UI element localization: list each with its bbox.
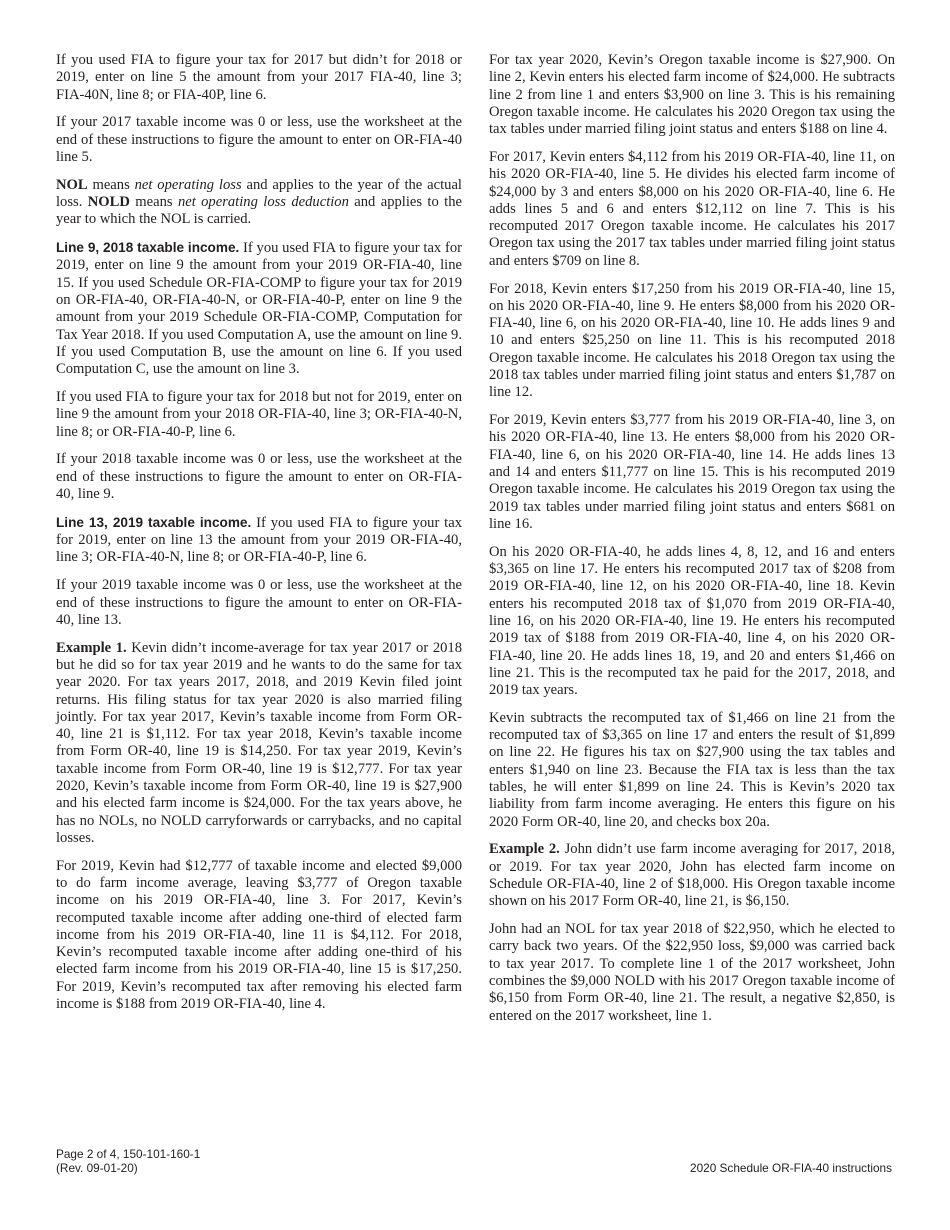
page-info: Page 2 of 4, 150-101-160-1 [56, 1147, 201, 1161]
nold-term: NOLD [87, 194, 130, 211]
paragraph-john-nol: John had an NOL for tax year 2018 of $22,950, which he elected to carry back two years. Of the $22,950 loss, $9,000 was carried back to tax year 2017. To complete line 1 of the 2017 worksheet, John combines the $9,000 NOLD with his 2017 Oregon taxable income of $6,150 from Form OR-40, line 21. The result, a negative $2,850, is entered on the 2017 worksheet, line 1. [489, 921, 895, 1024]
left-column [56, 52, 462, 1024]
line-9-heading: Line 9, 2018 taxable income. [56, 240, 240, 256]
paragraph-fia-2017: If you used FIA to figure your tax for 2017 but didn’t for 2018 or 2019, enter on line 5 the amount from your 2017 FIA-40, line 3; FIA-40N, line 8; or FIA-40P, line 6. [56, 52, 462, 103]
example-1-heading: Example 1. [56, 639, 127, 656]
paragraph-line-9: Line 9, 2018 taxable income. If you used FIA to figure your tax for 2019, enter on line 9 the amount from your 2019 OR-FIA-40, line 15. If you used Schedule OR-FIA-COMP to figure your tax for 2019 on OR-FIA-40, OR-FIA-40-N, or OR-FIA-40-P, enter on line 9 the amount from your 2019 Schedule OR-FIA-COMP, Computation for Tax Year 2018. If you used Computation A, use the amount on line 9. If you used Computation B, use the amount on line 6. If you used Computation C, use the amount on line 3. [56, 240, 462, 378]
paragraph-kevin-2017: For 2017, Kevin enters $4,112 from his 2019 OR-FIA-40, line 11, on his 2020 OR-FIA-40, line 5. He divides his elected farm income of $24,000 by 3 and enters $8,000 on his 2020 OR-FIA-40, line 6. He adds lines 5 and 6 and enters $12,112 on line 7. This is his recomputed 2017 Oregon taxable income. He calculates his 2017 Oregon tax using the 2017 tax tables under married filing joint status and enters $709 on line 8. [489, 148, 895, 269]
right-column [489, 52, 895, 1035]
revision-date: (Rev. 09-01-20) [56, 1161, 138, 1175]
line-13-heading: Line 13, 2019 taxable income. [56, 514, 252, 530]
nold-definition: net operating loss deduction [177, 194, 349, 211]
paragraph-example-2: Example 2. John didn’t use farm income averaging for 2017, 2018, or 2019. For tax year 2020, John has elected farm income on Schedule OR-FIA-40, line 2 of $18,000. His Oregon taxable income shown on his 2017 Form OR-40, line 21, is $6,150. [489, 841, 895, 910]
paragraph-kevin-totals: On his 2020 OR-FIA-40, he adds lines 4, 8, 12, and 16 and enters $3,365 on line 17. He enters his recomputed 2017 tax of $208 from 2019 OR-FIA-40, line 12, on his 2020 OR-FIA-40, line 18. Kevin enters his recomputed 2018 tax of $1,070 from 2019 OR-FIA-40, line 16, on his 2020 OR-FIA-40, line 19. He enters his recomputed 2019 tax of $188 from 2019 OR-FIA-40, line 4, on his 2020 OR-FIA-40, line 20. He adds lines 18, 19, and 20 and enters $1,466 on line 21. This is the recomputed tax he paid for the 2017, 2018, and 2019 tax years. [489, 543, 895, 699]
paragraph-fia-2018: If you used FIA to figure your tax for 2018 but not for 2019, enter on line 9 the amount from your 2018 OR-FIA-40, line 3; OR-FIA-40-N, line 8; or OR-FIA-40-P, line 6. [56, 389, 462, 440]
paragraph-kevin-2019: For 2019, Kevin had $12,777 of taxable income and elected $9,000 to do farm income average, leaving $3,777 of Oregon taxable income on his 2019 OR-FIA-40, line 3. For 2017, Kevin’s recomputed taxable income after adding one-third of elected farm income from his 2019 OR-FIA-40, line 11 is $4,112. For 2018, Kevin’s recomputed taxable income after adding one-third of his elected farm income from his 2019 OR-FIA-40, line 15 is $17,250. For 2019, Kevin’s recomputed tax after removing his elected farm income is $188 from 2019 OR-FIA-40, line 4. [56, 857, 462, 1013]
paragraph-kevin-2019-recompute: For 2019, Kevin enters $3,777 from his 2019 OR-FIA-40, line 3, on his 2020 OR-FIA-40, line 13. He enters $8,000 from his 2020 OR-FIA-40, line 6, on his 2020 OR-FIA-40, line 14. He adds lines 13 and 14 and enters $11,777 on line 15. This is his recomputed 2019 Oregon taxable income. He calculates his 2019 Oregon tax using the 2019 tax tables under married filing joint status and enters $681 on line 16. [489, 412, 895, 532]
nol-term: NOL [56, 176, 88, 193]
paragraph-line-13: Line 13, 2019 taxable income. If you used FIA to figure your tax for 2019, enter on line 13 the amount from your 2019 OR-FIA-40, line 3; OR-FIA-40-N, line 8; or OR-FIA-40-P, line 6. [56, 514, 462, 566]
footer-doc-title: 2020 Schedule OR-FIA-40 instructions [690, 1161, 892, 1175]
nol-definition: net operating loss [134, 176, 242, 193]
footer-left [56, 1147, 200, 1175]
paragraph-2018-zero-income: If your 2018 taxable income was 0 or less, use the worksheet at the end of these instructions to figure the amount to enter on OR-FIA-40, line 9. [56, 451, 462, 503]
paragraph-2017-zero-income: If your 2017 taxable income was 0 or less, use the worksheet at the end of these instructions to figure the amount to enter on OR-FIA-40 line 5. [56, 114, 462, 165]
paragraph-2019-zero-income: If your 2019 taxable income was 0 or less, use the worksheet at the end of these instructions to figure the amount to enter on OR-FIA-40, line 13. [56, 577, 462, 628]
example-2-heading: Example 2. [489, 841, 560, 858]
paragraph-kevin-liability: Kevin subtracts the recomputed tax of $1,466 on line 21 from the recomputed tax of $3,365 on line 17 and enters the result of $1,899 on line 22. He figures his tax on $27,900 using the tax tables and enters $1,940 on line 23. Because the FIA tax is less than the tax tables, he will enter $1,899 on line 24. This is Kevin’s 2020 tax liability from farm income averaging. He enters this figure on his 2020 Form OR-40, line 20, and checks box 20a. [489, 709, 895, 830]
paragraph-nol-definition: NOL means net operating loss and applies to the year of the actual loss. NOLD means net operating loss deduction and applies to the year to which the NOL is carried. [56, 176, 462, 228]
paragraph-kevin-2018: For 2018, Kevin enters $17,250 from his 2019 OR-FIA-40, line 15, on his 2020 OR-FIA-40, line 9. He enters $8,000 from his 2020 OR-FIA-40, line 6, on his 2020 OR-FIA-40, line 10. He adds lines 9 and 10 and enters $25,250 on line 11. This is his recomputed 2018 Oregon taxable income. He calculates his 2018 Oregon tax using the 2018 tax tables under married filing joint status and enters $1,787 on line 12. [489, 280, 895, 401]
paragraph-example-1: Example 1. Kevin didn’t income-average for tax year 2017 or 2018 but he did so for tax year 2019 and he wants to do the same for tax year 2020. For tax years 2017, 2018, and 2019 Kevin filed joint returns. His filing status for tax year 2020 is also married filing jointly. For tax year 2017, Kevin’s taxable income from Form OR-40, line 21 is $1,112. For tax year 2018, Kevin’s taxable income from Form OR-40, line 19 is $14,250. For tax year 2019, Kevin’s taxable income from Form OR-40, line 19 is $12,777. For tax year 2020, Kevin’s taxable income from Form OR-40, line 19 is $27,900 and his elected farm income is $24,000. For the tax years above, he has no NOLs, no NOLD carryforwards or carrybacks, and no capital losses. [56, 639, 463, 846]
paragraph-kevin-2020: For tax year 2020, Kevin’s Oregon taxable income is $27,900. On line 2, Kevin enters his elected farm income of $24,000. He subtracts line 2 from line 1 and enters $3,900 on line 3. This is his remaining Oregon taxable income. He calculates his 2020 Oregon tax using the tax tables under married filing joint status and enters $188 on line 4. [489, 52, 895, 138]
